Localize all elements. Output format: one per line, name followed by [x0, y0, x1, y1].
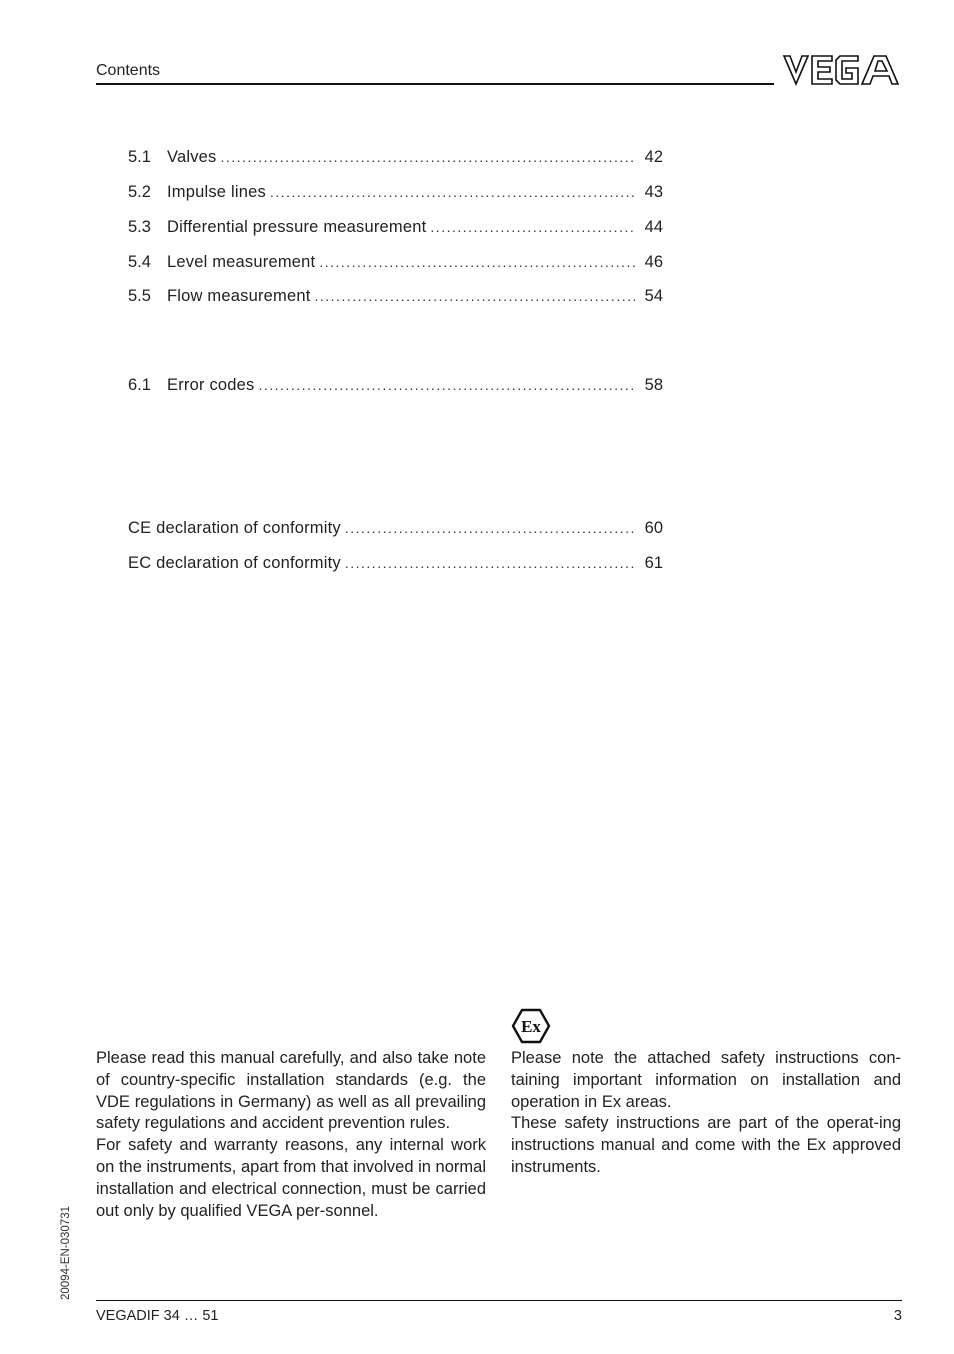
toc-title: Flow measurement — [167, 287, 311, 305]
safety-note-right — [511, 1048, 901, 1179]
page-header-title: Contents — [96, 62, 161, 79]
toc-number: 6.1 — [128, 376, 151, 394]
note-paragraph: For safety and warranty reasons, any internal work on the instruments, apart from that involved in normal installation and electrical connection, must be carried out only by qualified VEGA per-sonnel. — [96, 1136, 486, 1220]
toc-entry-ce-declaration[interactable] — [128, 519, 663, 541]
toc-page: 44 — [644, 218, 663, 236]
page-number: 3 — [893, 1308, 902, 1324]
toc-leader — [270, 184, 635, 200]
toc-entry-5-2[interactable] — [128, 183, 663, 205]
toc-number: 5.2 — [128, 183, 151, 201]
toc-number: 5.1 — [128, 148, 151, 166]
toc-entry-ec-declaration[interactable] — [128, 554, 663, 576]
toc-entry-5-5[interactable] — [128, 287, 663, 309]
note-paragraph: Please read this manual carefully, and also take note of country-specific installation standards (e.g. the VDE regulations in Germany) as well as all prevailing safety regulations and accident prevention rules. — [96, 1049, 486, 1133]
toc-page: 43 — [644, 183, 663, 201]
toc-leader — [345, 520, 635, 536]
toc-leader — [319, 254, 635, 270]
note-paragraph: Please note the attached safety instructions con-taining important information on installation and operation in Ex areas. — [511, 1049, 901, 1111]
document-code: 20094-EN-030731 — [60, 1206, 72, 1300]
svg-text:Ex: Ex — [521, 1017, 541, 1036]
toc-title: Error codes — [167, 376, 255, 394]
toc-title: Valves — [167, 148, 217, 166]
toc-page: 61 — [644, 554, 663, 572]
toc-title: Level measurement — [167, 253, 316, 271]
note-paragraph: These safety instructions are part of the operat-ing instructions manual and come with the Ex approved instruments. — [511, 1114, 901, 1176]
toc-entry-6-1[interactable] — [128, 376, 663, 398]
vega-logo — [782, 52, 902, 88]
toc-page: 46 — [644, 253, 663, 271]
toc-number: 5.4 — [128, 253, 151, 271]
safety-note-left — [96, 1048, 486, 1222]
toc-leader — [345, 555, 635, 571]
toc-page: 58 — [644, 376, 663, 394]
toc-leader — [258, 377, 635, 393]
footer-rule — [96, 1300, 902, 1301]
toc-number: 5.5 — [128, 287, 151, 305]
toc-leader — [430, 219, 635, 235]
toc-title: Impulse lines — [167, 183, 266, 201]
toc-entry-5-1[interactable] — [128, 148, 663, 170]
toc-page: 60 — [644, 519, 663, 537]
toc-title: EC declaration of conformity — [128, 554, 341, 572]
toc-title: CE declaration of conformity — [128, 519, 341, 537]
toc-page: 54 — [644, 287, 663, 305]
header-rule — [96, 83, 774, 85]
footer-product: VEGADIF 34 … 51 — [96, 1308, 219, 1324]
toc-entry-5-4[interactable] — [128, 253, 663, 275]
toc-leader — [315, 288, 636, 304]
toc-number: 5.3 — [128, 218, 151, 236]
toc-title: Differential pressure measurement — [167, 218, 427, 236]
toc-entry-5-3[interactable] — [128, 218, 663, 240]
toc-leader — [221, 149, 636, 165]
ex-hexagon-icon — [511, 1008, 551, 1044]
toc-page: 42 — [644, 148, 663, 166]
